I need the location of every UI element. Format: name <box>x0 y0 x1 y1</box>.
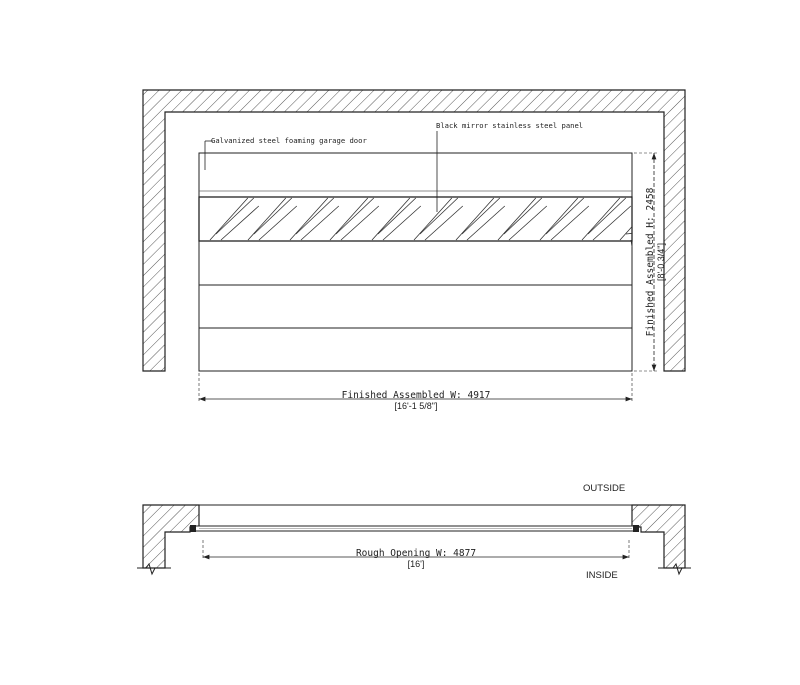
width-imperial: [16'-1 5/8"] <box>394 401 438 411</box>
width-label: Finished Assembled W: 4917 <box>341 390 491 401</box>
height-label: Finished Assembled H: 2458 <box>645 187 656 337</box>
mirror-steel-panel <box>199 197 632 247</box>
height-imperial: [8'-0 3/4"] <box>656 243 666 281</box>
plan-door-jamb-right <box>633 525 639 532</box>
plan-wall-left <box>143 505 199 568</box>
plan-break-right <box>658 564 691 574</box>
opening-imperial: [16'] <box>407 559 425 569</box>
opening-label: Rough Opening W: 4877 <box>355 548 477 559</box>
callout-door-text: Galvanized steel foaming garage door <box>211 136 367 145</box>
plan-door-jamb-left <box>190 525 196 532</box>
plan-view <box>137 483 691 581</box>
inside-label: INSIDE <box>586 570 618 581</box>
outside-label: OUTSIDE <box>583 483 626 494</box>
elevation-view <box>143 90 685 411</box>
plan-wall-right <box>632 505 685 568</box>
callout-panel-text: Black mirror stainless steel panel <box>436 121 584 130</box>
door-body <box>199 153 632 371</box>
